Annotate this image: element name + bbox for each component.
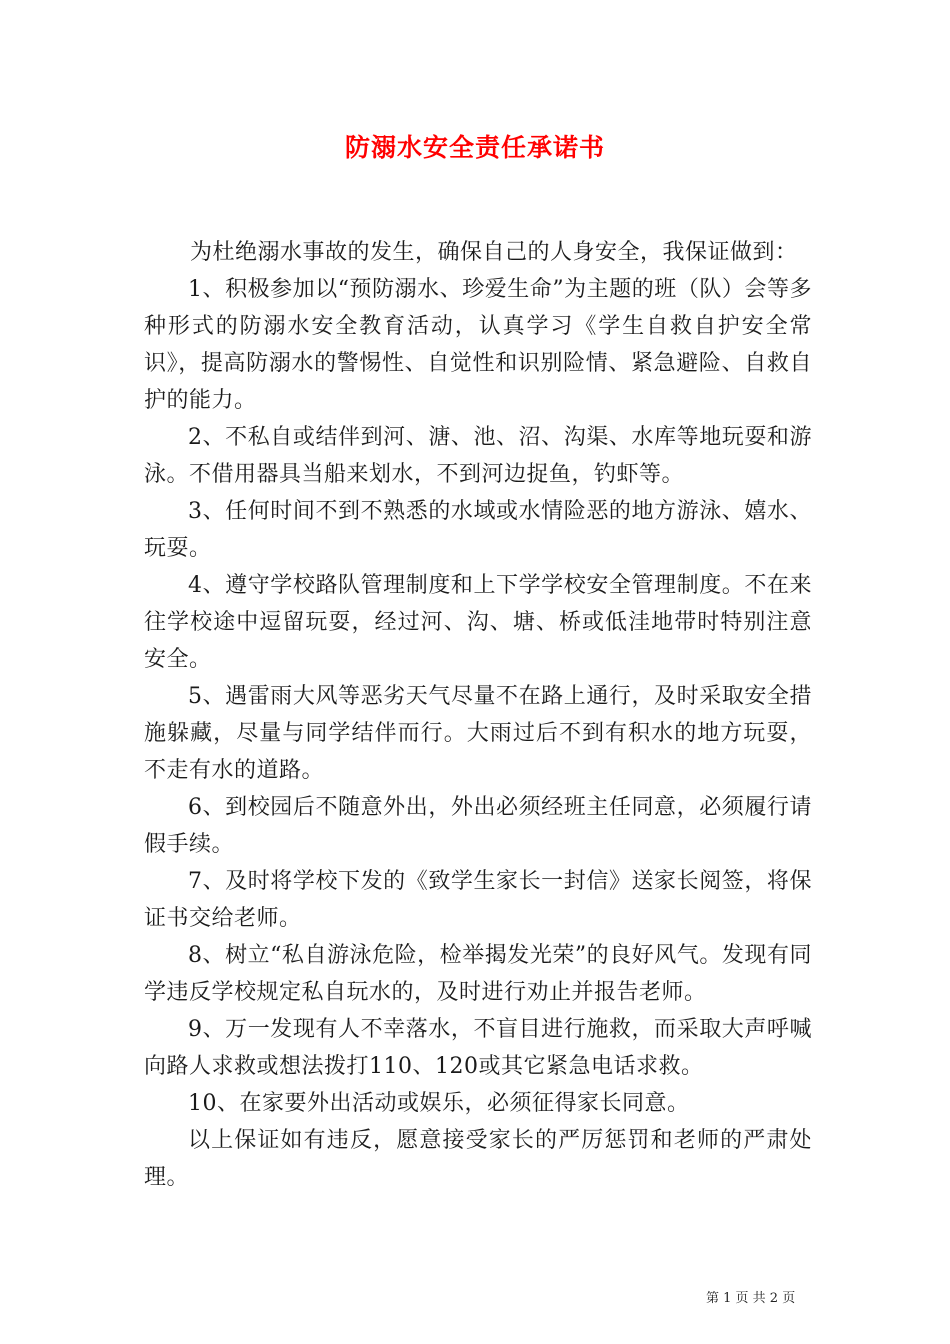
item-paragraph-2: 2、不私自或结伴到河、溏、池、沼、沟渠、水库等地玩耍和游泳。不借用器具当船来划水，不到河边捉鱼，钓虾等。 <box>144 425 812 487</box>
item-paragraph-6: 6、到校园后不随意外出，外出必须经班主任同意，必须履行请假手续。 <box>144 795 812 857</box>
closing-paragraph: 以上保证如有违反，愿意接受家长的严厉惩罚和老师的严肃处理。 <box>144 1128 812 1190</box>
item-paragraph-10: 10、在家要外出活动或娱乐，必须征得家长同意。 <box>188 1091 690 1116</box>
item-paragraph-1: 1、积极参加以“预防溺水、珍爱生命”为主题的班（队）会等多种形式的防溺水安全教育活动，认真学习《学生自救自护安全常识》，提高防溺水的警惕性、自觉性和识别险情、紧急避险、自救自护的能力。 <box>144 277 812 413</box>
item-paragraph-7: 7、及时将学校下发的《致学生家长一封信》送家长阅签，将保证书交给老师。 <box>144 869 812 931</box>
item-paragraph-3: 3、任何时间不到不熟悉的水域或水情险恶的地方游泳、嬉水、玩耍。 <box>144 499 812 561</box>
document-body <box>144 234 812 1196</box>
item-paragraph-4: 4、遵守学校路队管理制度和上下学学校安全管理制度。不在来往学校途中逗留玩耍，经过河、沟、塘、桥或低洼地带时特别注意安全。 <box>144 573 812 672</box>
item-paragraph-9: 9、万一发现有人不幸落水，不盲目进行施救，而采取大声呼喊向路人求救或想法拨打110、120或其它紧急电话求救。 <box>144 1017 812 1079</box>
item-paragraph-8: 8、树立“私自游泳危险，检举揭发光荣”的良好风气。发现有同学违反学校规定私自玩水的，及时进行劝止并报告老师。 <box>144 943 812 1005</box>
document-title: 防溺水安全责任承诺书 <box>344 133 605 162</box>
intro-paragraph: 为杜绝溺水事故的发生，确保自己的人身安全，我保证做到： <box>190 240 798 265</box>
page-number-footer: 第 1 页 共 2 页 <box>706 1291 796 1306</box>
item-paragraph-5: 5、遇雷雨大风等恶劣天气尽量不在路上通行，及时采取安全措施躲藏，尽量与同学结伴而行。大雨过后不到有积水的地方玩耍，不走有水的道路。 <box>144 684 812 783</box>
